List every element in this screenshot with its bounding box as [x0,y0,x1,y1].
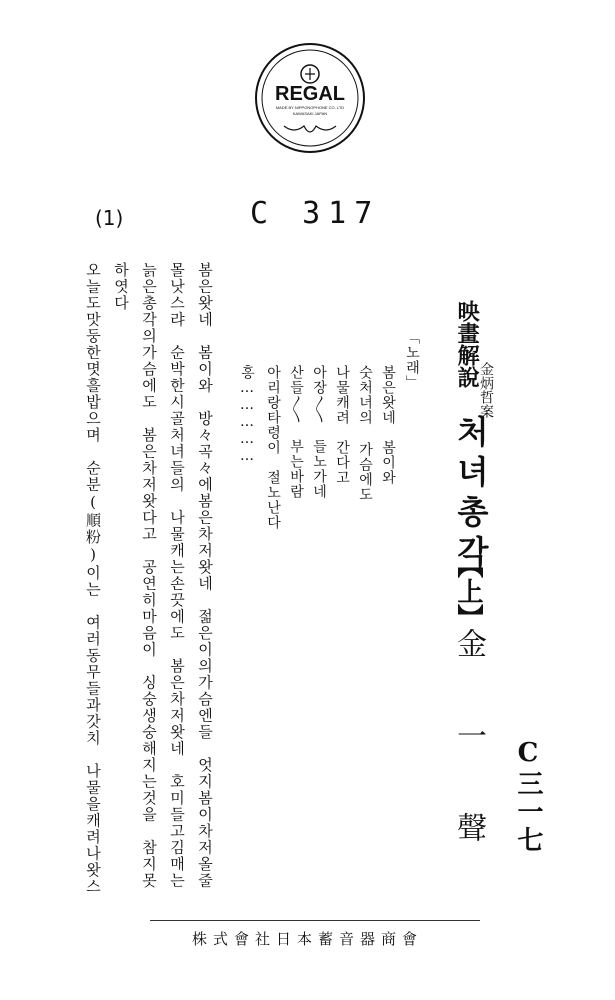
regal-record-label [254,42,366,154]
narration-line: 하엿다 [112,262,130,312]
footer-divider [150,920,480,921]
song-line: 홍…………… [239,365,255,465]
side-number: (1) [95,206,124,230]
genre-label: 映畫解說 [454,300,481,388]
label-tagline: MADE BY NIPPONOPHONE CO. LTD [275,105,345,110]
narration-line: 봄은왓네 봄이와 방々곡々에봄은차저왓네 젊은이의가슴엔들 엇지봄이차저올줄 [196,262,214,889]
catalog-number-kanji: C三一七 [513,738,543,854]
part-marker: 【上】 [453,552,483,630]
company-name: 株式會社日本蓄音器商會 [191,930,423,948]
narration-line: 늙은총각의가슴에도 봄은차저왓다고 공연히마음이 싱숭생숭해지는것을 참지못 [140,262,158,889]
song-title: 처녀총각 [452,415,490,575]
song-line: 산들〳〵 부는바람 [288,365,304,499]
label-brand: REGAL [275,83,345,105]
song-line: 아장〳〵 들노가네 [311,365,327,499]
song-line: 나물캐려 간다고 [334,365,350,485]
song-line: 숫처녀의 가슴에도 [357,365,373,502]
song-header: 「노래」 [404,330,420,390]
song-line: 아리랑타령이 절노난다 [265,365,281,530]
narration-line: 몰낫스랴 순박한시골처녀들의 나물캐는손끗에도 봄은차저왓네 호미들고김매는 [168,262,186,889]
label-ornament-icon [284,126,336,132]
song-line: 봄은왓네 봄이와 [380,365,396,485]
label-city: KAWASAKI JAPAN [292,111,328,116]
catalog-number: C 317 [250,196,381,231]
narration-line: 오늘도맛둥한몃흘밥으며 순분(順粉)이는 여러동무들과갓치 나물을캐려나왓스 [84,262,102,895]
performer-name: 金一聲 [451,628,486,904]
author-credit: 金炳哲案 [478,362,494,418]
